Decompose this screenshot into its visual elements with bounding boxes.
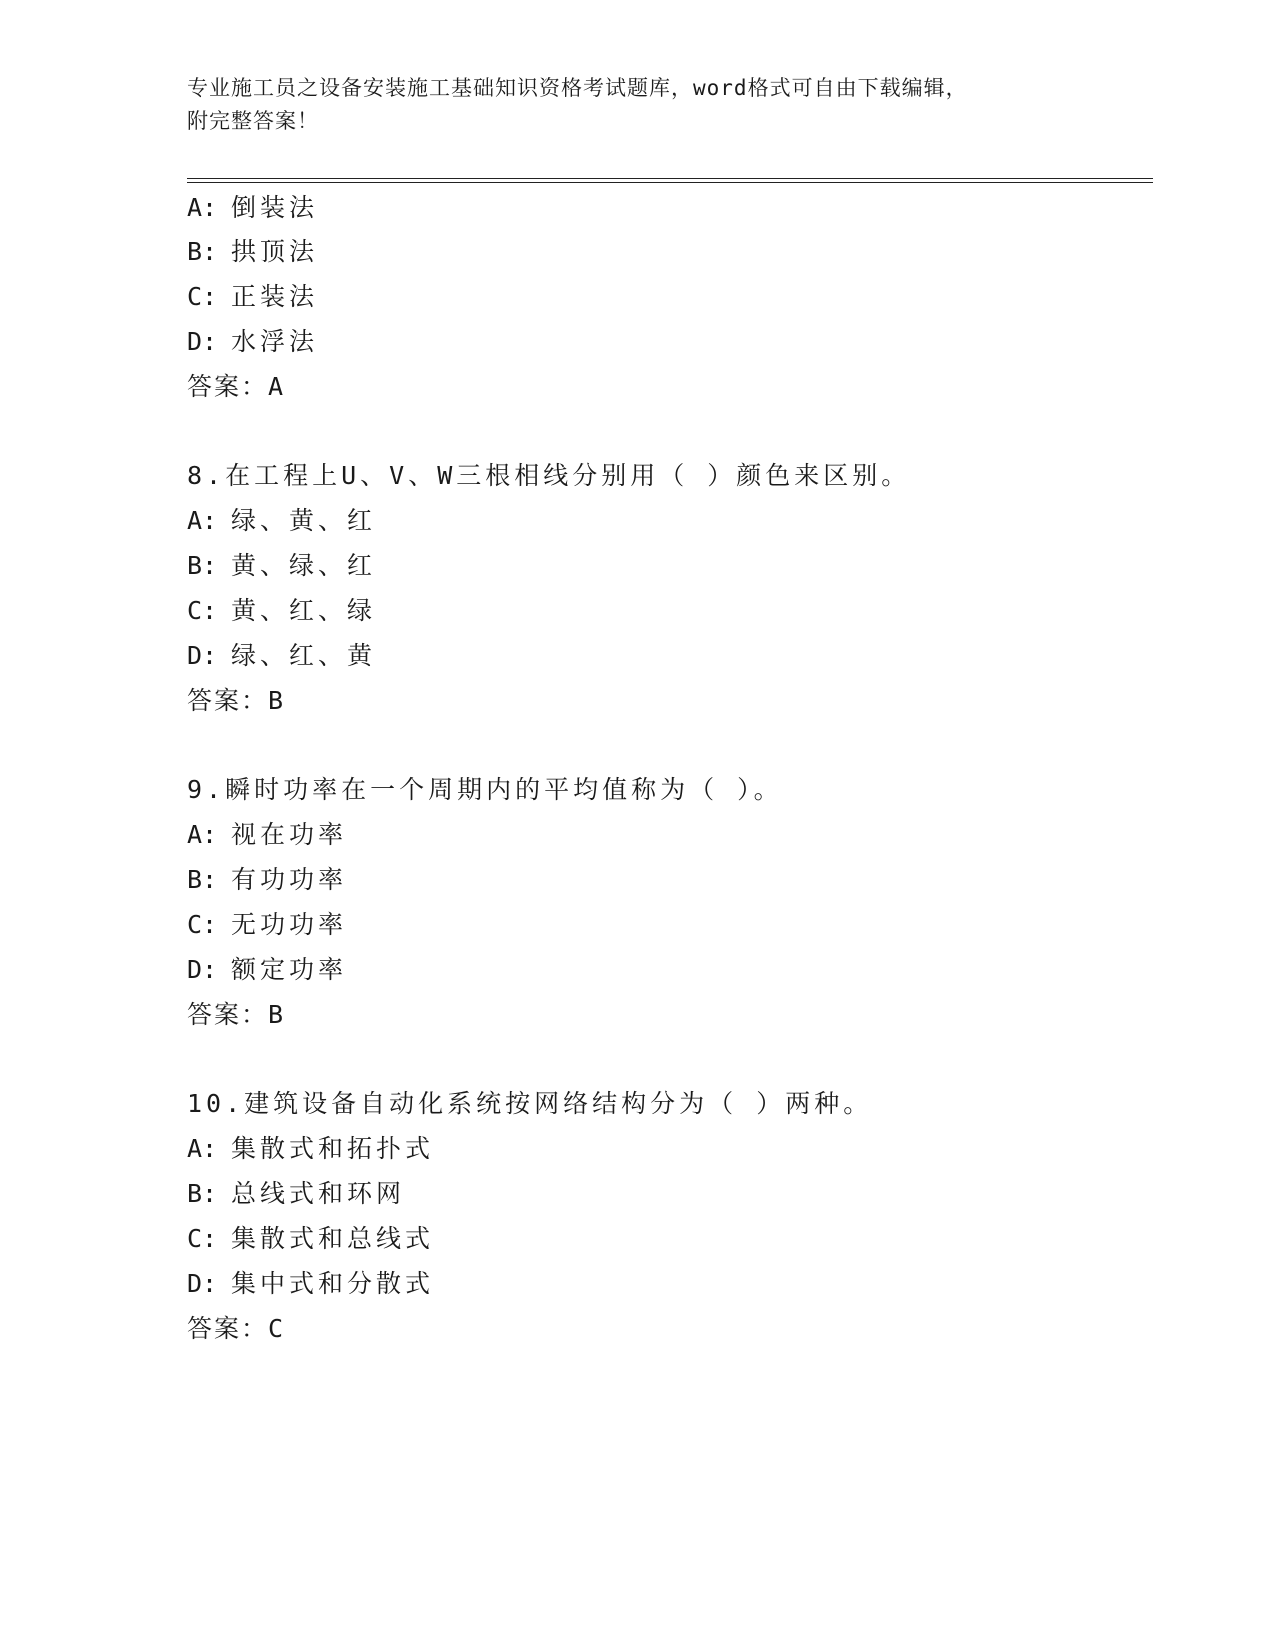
- header-line-2: 附完整答案！: [187, 109, 319, 133]
- header-divider: [187, 178, 1153, 183]
- q10-answer: 答案：C: [187, 1314, 286, 1343]
- q7-option-a: A: 倒装法: [187, 193, 319, 222]
- q10-option-d: D: 集中式和分散式: [187, 1269, 435, 1298]
- q9-option-c: C: 无功功率: [187, 910, 348, 939]
- q7-answer: 答案：A: [187, 372, 286, 401]
- q8-option-a: A: 绿、黄、红: [187, 506, 377, 535]
- q9-option-b: B: 有功功率: [187, 865, 348, 894]
- q10-option-c: C: 集散式和总线式: [187, 1224, 435, 1253]
- header-line-1: 专业施工员之设备安装施工基础知识资格考试题库，word格式可自由下载编辑，: [187, 76, 968, 100]
- q7-option-c: C: 正装法: [187, 282, 319, 311]
- q8-answer: 答案：B: [187, 686, 286, 715]
- q8-option-b: B: 黄、绿、红: [187, 551, 377, 580]
- q8-question: 8.在工程上U、V、W三根相线分别用（ ）颜色来区别。: [187, 461, 911, 490]
- q9-answer: 答案：B: [187, 1000, 286, 1029]
- q7-option-b: B: 拱顶法: [187, 237, 319, 266]
- q9-question: 9.瞬时功率在一个周期内的平均值称为（ ）。: [187, 775, 783, 804]
- q8-option-d: D: 绿、红、黄: [187, 641, 377, 670]
- document-header: [187, 72, 1087, 138]
- q8-option-c: C: 黄、红、绿: [187, 596, 377, 625]
- q9-option-a: A: 视在功率: [187, 820, 348, 849]
- q9-option-d: D: 额定功率: [187, 955, 348, 984]
- q10-option-a: A: 集散式和拓扑式: [187, 1134, 435, 1163]
- q10-question: 10.建筑设备自动化系统按网络结构分为（ ）两种。: [187, 1089, 873, 1118]
- q7-option-d: D: 水浮法: [187, 327, 319, 356]
- q10-option-b: B: 总线式和环网: [187, 1179, 406, 1208]
